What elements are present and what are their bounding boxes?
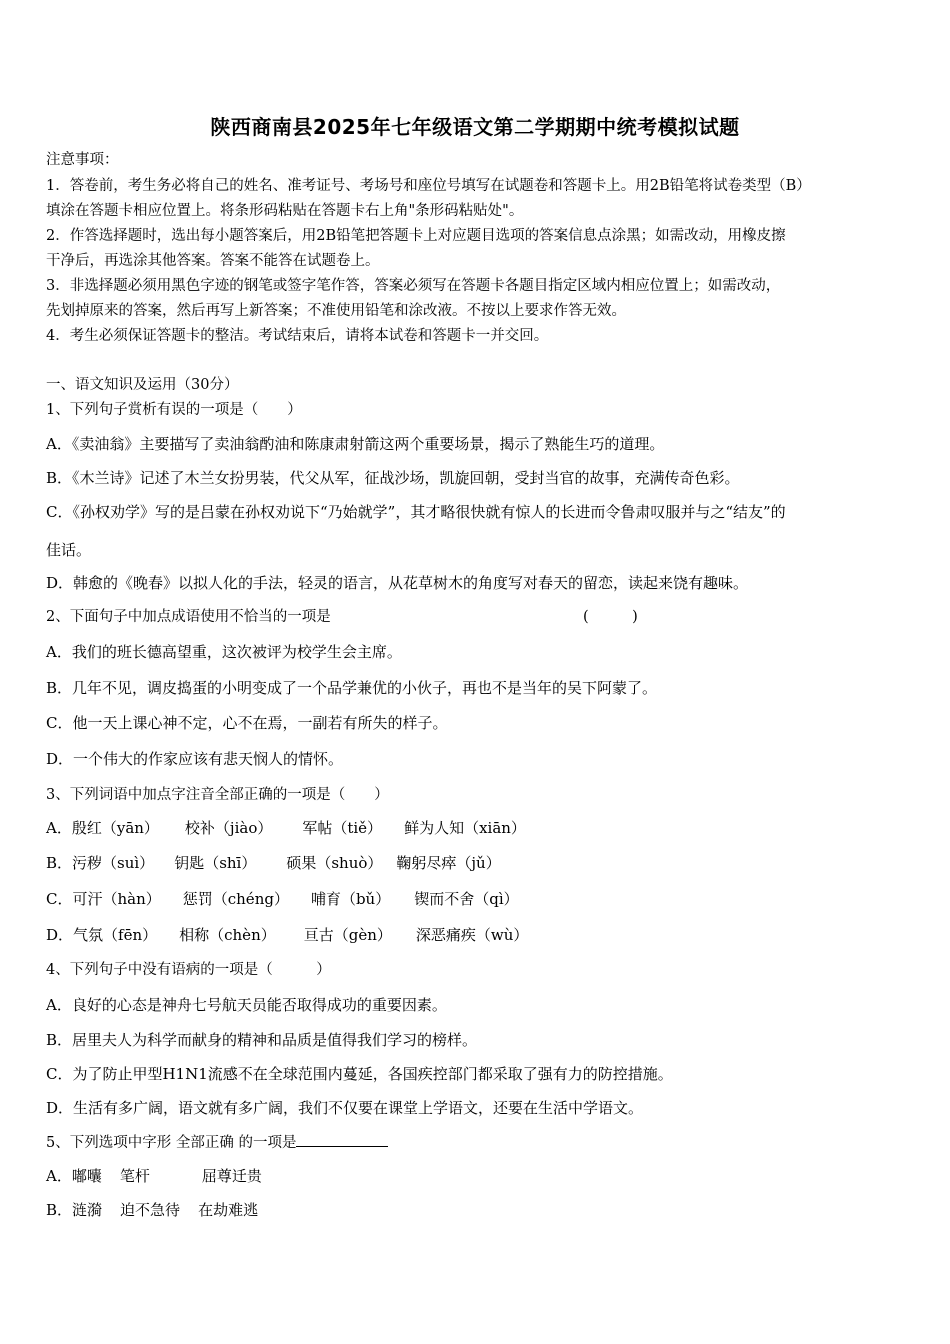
notice-line: 填涂在答题卡相应位置上。将条形码粘贴在答题卡右上角"条形码粘贴处"。: [46, 203, 524, 219]
question-2-paren: ( ): [583, 609, 638, 625]
question-2-stem: 2、下面句子中加点成语使用不恰当的一项是: [46, 609, 331, 625]
question-1-stem: 1、下列句子赏析有误的一项是（ ）: [46, 402, 302, 418]
question-2-option-d: D．一个伟大的作家应该有悲天悯人的情怀。: [46, 750, 344, 768]
question-3-option-d: [46, 925, 528, 945]
word: 鲜为人知（xiān）: [404, 819, 526, 837]
question-1-option-c-cont: 佳话。: [46, 541, 92, 559]
word: 笔杆: [119, 1167, 150, 1185]
question-1-option-a: A．《卖油翁》主要描写了卖油翁酌油和陈康肃射箭这两个重要场景，揭示了熟能生巧的道理。: [46, 435, 665, 453]
option-letter: A．: [46, 819, 72, 837]
word: 殷红（yān）: [71, 819, 159, 837]
notice-heading: 注意事项：: [46, 152, 119, 168]
word: 气氛（fēn）: [73, 926, 158, 944]
word: 校补（jiào）: [184, 819, 273, 837]
question-4-option-d: D．生活有多广阔，语文就有多广阔，我们不仅要在课堂上学语文，还要在生活中学语文。: [46, 1099, 644, 1117]
question-4-option-a: A．良好的心态是神舟七号航天员能否取得成功的重要因素。: [46, 996, 447, 1014]
word: 亘古（gèn）: [303, 926, 392, 944]
word: 相称（chèn）: [179, 926, 276, 944]
option-letter: B．: [46, 1201, 73, 1219]
question-5-option-b: [46, 1200, 258, 1220]
word: 锲而不舍（qì）: [414, 890, 519, 908]
notice-line: 2．作答选择题时，选出每小题答案后，用2B铅笔把答题卡上对应题目选项的答案信息点涂黑；如需改动，用橡皮擦: [46, 228, 786, 244]
option-letter: A．: [46, 1167, 72, 1185]
word: 惩罚（chéng）: [182, 890, 289, 908]
word: 在劫难逃: [198, 1201, 259, 1219]
notice-line: 3．非选择题必须用黑色字迹的钢笔或签字笔作答，答案必须写在答题卡各题目指定区域内相应位置上；如需改动，: [46, 278, 781, 294]
question-5-option-a: [46, 1166, 262, 1186]
word: 涟漪: [72, 1201, 103, 1219]
word: 深恶痛疾（wù）: [415, 926, 529, 944]
notice-line: 4．考生必须保证答题卡的整洁。考试结束后，请将本试卷和答题卡一并交回。: [46, 328, 549, 344]
question-1-option-b: B．《木兰诗》记述了木兰女扮男装，代父从军，征战沙场，凯旋回朝，受封当官的故事，充满传奇色彩。: [46, 469, 740, 487]
word: 鞠躬尽瘁（jǔ）: [396, 854, 501, 872]
section-heading: 一、语文知识及运用（30分）: [46, 377, 239, 393]
option-letter: C．: [46, 890, 73, 908]
question-4-stem: 4、下列句子中没有语病的一项是（ ）: [46, 962, 331, 978]
question-1-option-d: D．韩愈的《晚春》以拟人化的手法，轻灵的语言，从花草树木的角度写对春天的留恋，读起来饶有趣味。: [46, 574, 749, 592]
word: 硕果（shuò）: [286, 854, 383, 872]
option-letter: D．: [46, 926, 74, 944]
question-2-option-b: B．几年不见，调皮捣蛋的小明变成了一个品学兼优的小伙子，再也不是当年的吴下阿蒙了。: [46, 679, 658, 697]
question-4-option-b: B．居里夫人为科学而献身的精神和品质是值得我们学习的榜样。: [46, 1031, 478, 1049]
word: 钥匙（shī）: [174, 854, 257, 872]
word: 嘟囔: [71, 1167, 102, 1185]
question-5-stem: [46, 1132, 388, 1153]
question-2-option-c: C．他一天上课心神不定，心不在焉，一副若有所失的样子。: [46, 714, 448, 732]
word: 军帖（tiě）: [302, 819, 383, 837]
question-3-option-a: [46, 818, 526, 838]
word: 污秽（suì）: [72, 854, 155, 872]
question-5-stem-text: 5、下列选项中字形 全部正确 的一项是: [46, 1135, 297, 1151]
word: 迫不急待: [120, 1201, 181, 1219]
question-3-stem: 3、下列词语中加点字注音全部正确的一项是（ ）: [46, 787, 389, 803]
notice-line: 先划掉原来的答案，然后再写上新答案；不准使用铅笔和涂改液。不按以上要求作答无效。: [46, 303, 626, 319]
word: 哺育（bǔ）: [310, 890, 391, 908]
question-4-option-c: C．为了防止甲型H1N1流感不在全球范围内蔓延，各国疾控部门都采取了强有力的防控措施。: [46, 1065, 673, 1083]
notice-line: 1．答卷前，考生务必将自己的姓名、准考证号、考场号和座位号填写在试题卷和答题卡上。用2B铅笔将试卷类型（B）: [46, 178, 811, 194]
option-letter: B．: [46, 854, 73, 872]
word: 屈尊迁贵: [201, 1167, 262, 1185]
question-2-option-a: A．我们的班长德高望重，这次被评为校学生会主席。: [46, 643, 402, 661]
notice-line: 干净后，再选涂其他答案。答案不能答在试题卷上。: [46, 253, 380, 269]
question-3-option-c: [46, 889, 519, 909]
answer-blank[interactable]: [296, 1132, 388, 1147]
word: 可汗（hàn）: [72, 890, 161, 908]
question-3-option-b: [46, 853, 501, 873]
question-1-option-c: C．《孙权劝学》写的是吕蒙在孙权劝说下“乃始就学”，其才略很快就有惊人的长进而令鲁肃叹服并与之“结友”的: [46, 503, 786, 521]
page-title: 陕西商南县2025年七年级语文第二学期期中统考模拟试题: [210, 115, 740, 139]
